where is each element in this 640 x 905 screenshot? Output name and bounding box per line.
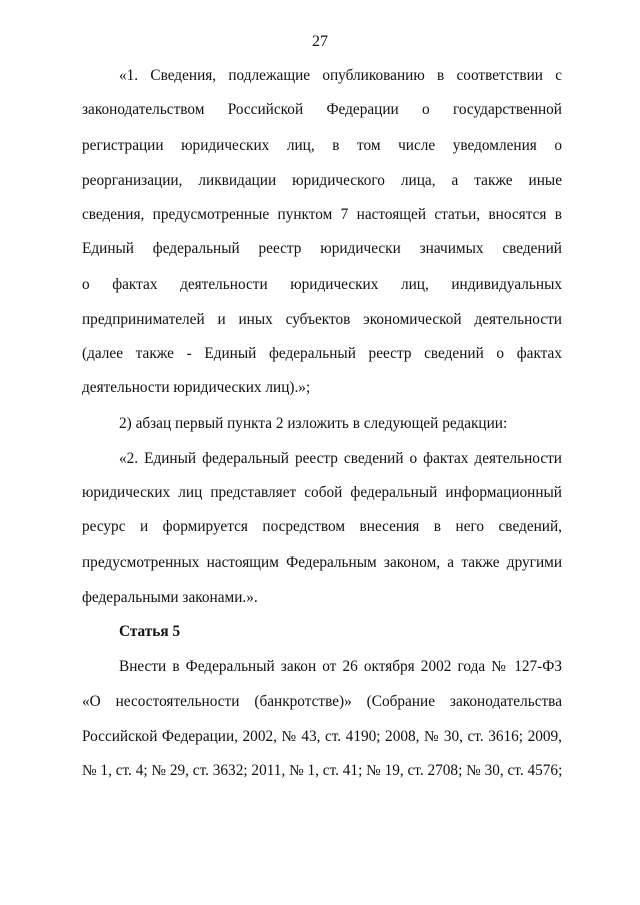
text-line: «1. Сведения, подлежащие опубликованию в соответствии с [119,67,562,84]
text-line: Внести в Федеральный закон от 26 октября 2002 года № 127-ФЗ [119,658,562,675]
text-line: юридических лиц представляет собой федеральный информационный [82,484,562,501]
text-line: о фактах деятельности юридических лиц, индивидуальных [82,276,562,293]
text-line: законодательством Российской Федерации о государственной [82,101,562,118]
text-line: регистрации юридических лиц, в том числе уведомления о [82,137,562,154]
text-line: сведения, предусмотренные пунктом 7 настоящей статьи, вносятся в [82,206,562,223]
text-line: 2) абзац первый пункта 2 изложить в следующей редакции: [119,415,508,432]
text-line: «2. Единый федеральный реестр сведений о фактах деятельности [119,450,562,467]
text-line: реорганизации, ликвидации юридического лица, а также иные [82,172,562,189]
text-line: Единый федеральный реестр юридически значимых сведений [82,240,562,257]
text-line: деятельности юридических лиц).»; [82,379,311,396]
text-line: ресурс и формируется посредством внесения в него сведений, [82,518,562,535]
text-line: Российской Федерации, 2002, № 43, ст. 4190; 2008, № 30, ст. 3616; 2009, [82,728,562,745]
text-line: предпринимателей и иных субъектов экономической деятельности [82,311,562,328]
text-line: «О несостоятельности (банкротстве)» (Собрание законодательства [82,693,562,710]
text-line: № 1, ст. 4; № 29, ст. 3632; 2011, № 1, ст. 41; № 19, ст. 2708; № 30, ст. 4576; [82,762,563,779]
article-heading: Статья 5 [119,623,181,640]
text-line: предусмотренных настоящим Федеральным законом, а также другими [82,554,562,571]
page-number: 27 [312,33,328,50]
text-line: (далее также - Единый федеральный реестр сведений о фактах [82,345,562,362]
text-line: федеральными законами.». [82,589,258,606]
